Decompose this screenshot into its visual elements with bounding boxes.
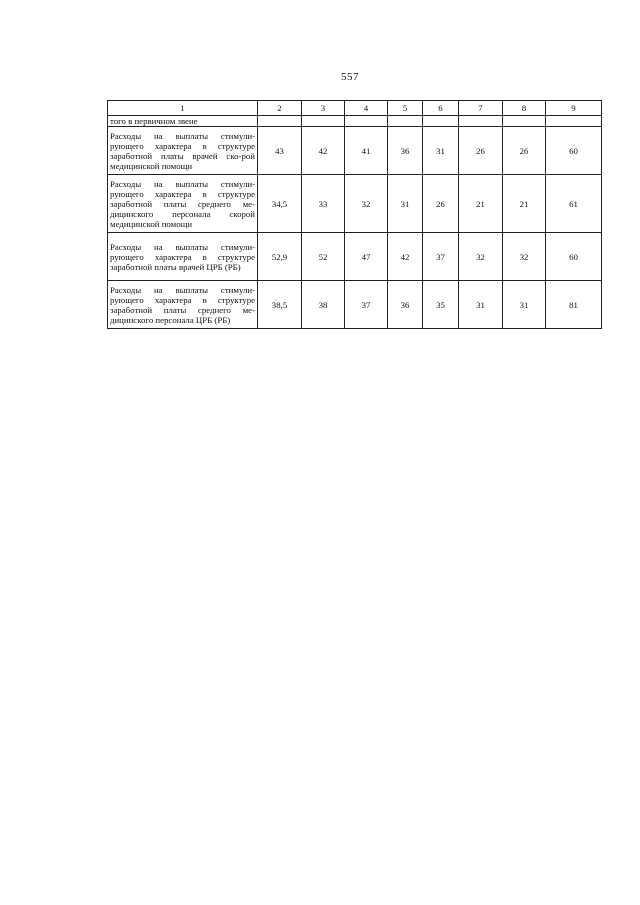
table-cell: 38,5 xyxy=(258,281,302,329)
row-label: того в первичном звене xyxy=(108,116,258,127)
table-cell: 42 xyxy=(388,233,423,281)
table-cell: 31 xyxy=(388,175,423,233)
table-cell: 37 xyxy=(423,233,459,281)
column-header: 6 xyxy=(423,101,459,116)
column-header: 9 xyxy=(546,101,602,116)
table-cell: 26 xyxy=(423,175,459,233)
table-cell: 26 xyxy=(503,127,546,175)
table-cell: 47 xyxy=(345,233,388,281)
column-header: 1 xyxy=(108,101,258,116)
table-cell: 61 xyxy=(546,175,602,233)
row-label: Расходы на выплаты стимули-рующего характера в структуре заработной платы среднего ме-дицинского персонала ЦРБ (РБ) xyxy=(108,281,258,329)
table-cell: 32 xyxy=(345,175,388,233)
table-cell: 31 xyxy=(423,127,459,175)
table-row xyxy=(108,116,602,127)
column-header: 4 xyxy=(345,101,388,116)
row-label: Расходы на выплаты стимули-рующего характера в структуре заработной платы врачей ЦРБ (РБ) xyxy=(108,233,258,281)
table-cell: 43 xyxy=(258,127,302,175)
table-row xyxy=(108,175,602,233)
column-header: 3 xyxy=(302,101,345,116)
data-table xyxy=(107,100,602,329)
table-cell: 37 xyxy=(345,281,388,329)
table-cell: 41 xyxy=(345,127,388,175)
table-cell: 60 xyxy=(546,233,602,281)
table-cell: 81 xyxy=(546,281,602,329)
table-cell xyxy=(345,116,388,127)
column-header: 5 xyxy=(388,101,423,116)
column-header: 7 xyxy=(459,101,503,116)
table-cell: 36 xyxy=(388,127,423,175)
column-header: 8 xyxy=(503,101,546,116)
row-label: Расходы на выплаты стимули-рующего характера в структуре заработной платы среднего ме-дицинского персонала скорой медицинской помощи xyxy=(108,175,258,233)
table-row xyxy=(108,281,602,329)
table-cell: 33 xyxy=(302,175,345,233)
table-cell: 60 xyxy=(546,127,602,175)
table-cell xyxy=(302,116,345,127)
table-cell: 26 xyxy=(459,127,503,175)
table-cell: 32 xyxy=(459,233,503,281)
table-cell: 35 xyxy=(423,281,459,329)
table-cell xyxy=(423,116,459,127)
table-cell: 21 xyxy=(459,175,503,233)
table-cell: 36 xyxy=(388,281,423,329)
table-cell xyxy=(459,116,503,127)
table-cell xyxy=(503,116,546,127)
table-cell: 52 xyxy=(302,233,345,281)
table-cell xyxy=(388,116,423,127)
table-row xyxy=(108,233,602,281)
table-cell xyxy=(258,116,302,127)
table-cell: 21 xyxy=(503,175,546,233)
table-cell: 32 xyxy=(503,233,546,281)
table-cell: 42 xyxy=(302,127,345,175)
column-header: 2 xyxy=(258,101,302,116)
row-label: Расходы на выплаты стимули-рующего характера в структуре заработной платы врачей ско-рой медицинской помощи xyxy=(108,127,258,175)
table-cell: 34,5 xyxy=(258,175,302,233)
table-row xyxy=(108,127,602,175)
table-cell: 52,9 xyxy=(258,233,302,281)
table-cell: 31 xyxy=(503,281,546,329)
table-cell: 38 xyxy=(302,281,345,329)
page-number: 557 xyxy=(341,71,359,83)
table-header-row xyxy=(108,101,602,116)
table-cell: 31 xyxy=(459,281,503,329)
table-cell xyxy=(546,116,602,127)
